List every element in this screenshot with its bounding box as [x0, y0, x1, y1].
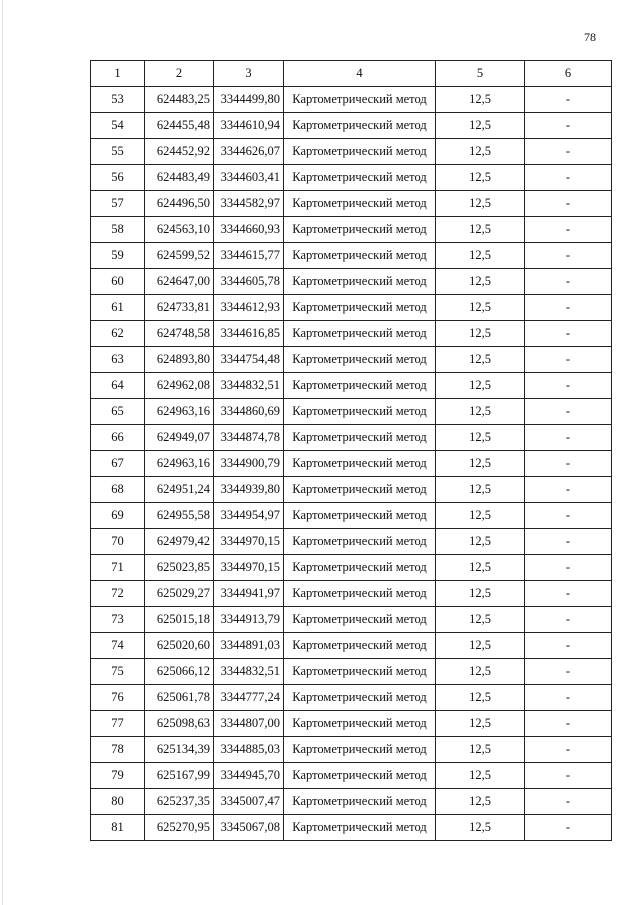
table-row [91, 113, 612, 139]
table-row [91, 373, 612, 399]
note-cell: - [525, 425, 612, 451]
method-cell: Картометрический метод [284, 191, 436, 217]
y-coordinate-cell: 3344970,15 [214, 529, 284, 555]
method-cell: Картометрический метод [284, 789, 436, 815]
y-coordinate-cell: 3344941,97 [214, 581, 284, 607]
method-cell: Картометрический метод [284, 399, 436, 425]
y-coordinate-cell: 3344610,94 [214, 113, 284, 139]
accuracy-cell: 12,5 [436, 191, 525, 217]
header-col-3: 3 [214, 61, 284, 87]
method-cell: Картометрический метод [284, 217, 436, 243]
accuracy-cell: 12,5 [436, 607, 525, 633]
point-number-cell: 71 [91, 555, 145, 581]
x-coordinate-cell: 624496,50 [145, 191, 214, 217]
y-coordinate-cell: 3344612,93 [214, 295, 284, 321]
table-row [91, 87, 612, 113]
method-cell: Картометрический метод [284, 451, 436, 477]
x-coordinate-cell: 625029,27 [145, 581, 214, 607]
x-coordinate-cell: 624748,58 [145, 321, 214, 347]
y-coordinate-cell: 3344939,80 [214, 477, 284, 503]
note-cell: - [525, 113, 612, 139]
method-cell: Картометрический метод [284, 737, 436, 763]
accuracy-cell: 12,5 [436, 789, 525, 815]
y-coordinate-cell: 3345067,08 [214, 815, 284, 841]
point-number-cell: 75 [91, 659, 145, 685]
note-cell: - [525, 269, 612, 295]
header-col-5: 5 [436, 61, 525, 87]
note-cell: - [525, 763, 612, 789]
table-row [91, 243, 612, 269]
table-row [91, 529, 612, 555]
y-coordinate-cell: 3344605,78 [214, 269, 284, 295]
point-number-cell: 57 [91, 191, 145, 217]
method-cell: Картометрический метод [284, 503, 436, 529]
table-row [91, 477, 612, 503]
accuracy-cell: 12,5 [436, 165, 525, 191]
point-number-cell: 74 [91, 633, 145, 659]
table-row [91, 425, 612, 451]
point-number-cell: 79 [91, 763, 145, 789]
table-row [91, 763, 612, 789]
table-row [91, 217, 612, 243]
accuracy-cell: 12,5 [436, 659, 525, 685]
y-coordinate-cell: 3344954,97 [214, 503, 284, 529]
point-number-cell: 55 [91, 139, 145, 165]
method-cell: Картометрический метод [284, 581, 436, 607]
accuracy-cell: 12,5 [436, 685, 525, 711]
y-coordinate-cell: 3344754,48 [214, 347, 284, 373]
method-cell: Картометрический метод [284, 685, 436, 711]
point-number-cell: 72 [91, 581, 145, 607]
y-coordinate-cell: 3344900,79 [214, 451, 284, 477]
x-coordinate-cell: 625167,99 [145, 763, 214, 789]
method-cell: Картометрический метод [284, 555, 436, 581]
method-cell: Картометрический метод [284, 815, 436, 841]
x-coordinate-cell: 625015,18 [145, 607, 214, 633]
accuracy-cell: 12,5 [436, 113, 525, 139]
table-row [91, 555, 612, 581]
note-cell: - [525, 555, 612, 581]
note-cell: - [525, 737, 612, 763]
method-cell: Картометрический метод [284, 295, 436, 321]
table-row [91, 685, 612, 711]
table-row [91, 789, 612, 815]
accuracy-cell: 12,5 [436, 477, 525, 503]
y-coordinate-cell: 3344970,15 [214, 555, 284, 581]
note-cell: - [525, 451, 612, 477]
table-row [91, 607, 612, 633]
note-cell: - [525, 295, 612, 321]
table-row [91, 295, 612, 321]
x-coordinate-cell: 625061,78 [145, 685, 214, 711]
x-coordinate-cell: 624963,16 [145, 399, 214, 425]
point-number-cell: 63 [91, 347, 145, 373]
point-number-cell: 77 [91, 711, 145, 737]
x-coordinate-cell: 624951,24 [145, 477, 214, 503]
note-cell: - [525, 581, 612, 607]
page-number: 78 [584, 30, 596, 44]
x-coordinate-cell: 625134,39 [145, 737, 214, 763]
method-cell: Картометрический метод [284, 113, 436, 139]
x-coordinate-cell: 625020,60 [145, 633, 214, 659]
method-cell: Картометрический метод [284, 321, 436, 347]
table-row [91, 399, 612, 425]
note-cell: - [525, 789, 612, 815]
header-col-4: 4 [284, 61, 436, 87]
point-number-cell: 80 [91, 789, 145, 815]
x-coordinate-cell: 624483,25 [145, 87, 214, 113]
x-coordinate-cell: 624979,42 [145, 529, 214, 555]
table-row [91, 321, 612, 347]
point-number-cell: 69 [91, 503, 145, 529]
point-number-cell: 64 [91, 373, 145, 399]
x-coordinate-cell: 625023,85 [145, 555, 214, 581]
coordinates-table [90, 60, 612, 841]
note-cell: - [525, 503, 612, 529]
x-coordinate-cell: 624563,10 [145, 217, 214, 243]
table-row [91, 347, 612, 373]
note-cell: - [525, 217, 612, 243]
y-coordinate-cell: 3344603,41 [214, 165, 284, 191]
note-cell: - [525, 87, 612, 113]
table-row [91, 503, 612, 529]
header-col-6: 6 [525, 61, 612, 87]
point-number-cell: 60 [91, 269, 145, 295]
table-row [91, 633, 612, 659]
table-header [91, 61, 612, 87]
method-cell: Картометрический метод [284, 347, 436, 373]
y-coordinate-cell: 3344945,70 [214, 763, 284, 789]
point-number-cell: 62 [91, 321, 145, 347]
method-cell: Картометрический метод [284, 139, 436, 165]
y-coordinate-cell: 3344499,80 [214, 87, 284, 113]
note-cell: - [525, 477, 612, 503]
y-coordinate-cell: 3344660,93 [214, 217, 284, 243]
y-coordinate-cell: 3344885,03 [214, 737, 284, 763]
table-row [91, 191, 612, 217]
accuracy-cell: 12,5 [436, 295, 525, 321]
y-coordinate-cell: 3344777,24 [214, 685, 284, 711]
x-coordinate-cell: 624483,49 [145, 165, 214, 191]
point-number-cell: 59 [91, 243, 145, 269]
point-number-cell: 67 [91, 451, 145, 477]
table-row [91, 659, 612, 685]
note-cell: - [525, 685, 612, 711]
point-number-cell: 76 [91, 685, 145, 711]
y-coordinate-cell: 3344807,00 [214, 711, 284, 737]
table-body [91, 87, 612, 841]
accuracy-cell: 12,5 [436, 425, 525, 451]
table-row [91, 815, 612, 841]
x-coordinate-cell: 624647,00 [145, 269, 214, 295]
accuracy-cell: 12,5 [436, 555, 525, 581]
y-coordinate-cell: 3344616,85 [214, 321, 284, 347]
note-cell: - [525, 139, 612, 165]
table-row [91, 737, 612, 763]
table-row [91, 165, 612, 191]
x-coordinate-cell: 625066,12 [145, 659, 214, 685]
note-cell: - [525, 711, 612, 737]
accuracy-cell: 12,5 [436, 217, 525, 243]
x-coordinate-cell: 625237,35 [145, 789, 214, 815]
method-cell: Картометрический метод [284, 373, 436, 399]
scan-edge-line [2, 0, 3, 905]
x-coordinate-cell: 624949,07 [145, 425, 214, 451]
accuracy-cell: 12,5 [436, 451, 525, 477]
method-cell: Картометрический метод [284, 659, 436, 685]
accuracy-cell: 12,5 [436, 87, 525, 113]
accuracy-cell: 12,5 [436, 503, 525, 529]
note-cell: - [525, 165, 612, 191]
accuracy-cell: 12,5 [436, 581, 525, 607]
accuracy-cell: 12,5 [436, 711, 525, 737]
note-cell: - [525, 659, 612, 685]
y-coordinate-cell: 3344626,07 [214, 139, 284, 165]
point-number-cell: 70 [91, 529, 145, 555]
point-number-cell: 61 [91, 295, 145, 321]
table-row [91, 139, 612, 165]
method-cell: Картометрический метод [284, 711, 436, 737]
note-cell: - [525, 529, 612, 555]
header-col-1: 1 [91, 61, 145, 87]
note-cell: - [525, 399, 612, 425]
header-row [91, 61, 612, 87]
x-coordinate-cell: 624893,80 [145, 347, 214, 373]
point-number-cell: 56 [91, 165, 145, 191]
accuracy-cell: 12,5 [436, 529, 525, 555]
header-col-2: 2 [145, 61, 214, 87]
method-cell: Картометрический метод [284, 87, 436, 113]
table-row [91, 581, 612, 607]
method-cell: Картометрический метод [284, 529, 436, 555]
method-cell: Картометрический метод [284, 633, 436, 659]
note-cell: - [525, 243, 612, 269]
x-coordinate-cell: 624452,92 [145, 139, 214, 165]
note-cell: - [525, 607, 612, 633]
note-cell: - [525, 321, 612, 347]
point-number-cell: 78 [91, 737, 145, 763]
accuracy-cell: 12,5 [436, 737, 525, 763]
note-cell: - [525, 191, 612, 217]
table-row [91, 451, 612, 477]
method-cell: Картометрический метод [284, 607, 436, 633]
accuracy-cell: 12,5 [436, 633, 525, 659]
x-coordinate-cell: 625270,95 [145, 815, 214, 841]
note-cell: - [525, 815, 612, 841]
accuracy-cell: 12,5 [436, 373, 525, 399]
note-cell: - [525, 633, 612, 659]
point-number-cell: 54 [91, 113, 145, 139]
accuracy-cell: 12,5 [436, 139, 525, 165]
accuracy-cell: 12,5 [436, 243, 525, 269]
y-coordinate-cell: 3344832,51 [214, 659, 284, 685]
accuracy-cell: 12,5 [436, 321, 525, 347]
x-coordinate-cell: 624955,58 [145, 503, 214, 529]
accuracy-cell: 12,5 [436, 815, 525, 841]
method-cell: Картометрический метод [284, 165, 436, 191]
note-cell: - [525, 347, 612, 373]
note-cell: - [525, 373, 612, 399]
y-coordinate-cell: 3344832,51 [214, 373, 284, 399]
point-number-cell: 68 [91, 477, 145, 503]
y-coordinate-cell: 3344874,78 [214, 425, 284, 451]
method-cell: Картометрический метод [284, 269, 436, 295]
y-coordinate-cell: 3344615,77 [214, 243, 284, 269]
y-coordinate-cell: 3344860,69 [214, 399, 284, 425]
x-coordinate-cell: 624455,48 [145, 113, 214, 139]
y-coordinate-cell: 3344913,79 [214, 607, 284, 633]
y-coordinate-cell: 3344891,03 [214, 633, 284, 659]
accuracy-cell: 12,5 [436, 399, 525, 425]
y-coordinate-cell: 3345007,47 [214, 789, 284, 815]
point-number-cell: 73 [91, 607, 145, 633]
method-cell: Картометрический метод [284, 243, 436, 269]
table-row [91, 269, 612, 295]
accuracy-cell: 12,5 [436, 269, 525, 295]
x-coordinate-cell: 624733,81 [145, 295, 214, 321]
point-number-cell: 65 [91, 399, 145, 425]
table-row [91, 711, 612, 737]
accuracy-cell: 12,5 [436, 347, 525, 373]
x-coordinate-cell: 625098,63 [145, 711, 214, 737]
x-coordinate-cell: 624963,16 [145, 451, 214, 477]
x-coordinate-cell: 624962,08 [145, 373, 214, 399]
method-cell: Картометрический метод [284, 763, 436, 789]
x-coordinate-cell: 624599,52 [145, 243, 214, 269]
point-number-cell: 81 [91, 815, 145, 841]
y-coordinate-cell: 3344582,97 [214, 191, 284, 217]
method-cell: Картометрический метод [284, 477, 436, 503]
point-number-cell: 66 [91, 425, 145, 451]
point-number-cell: 53 [91, 87, 145, 113]
method-cell: Картометрический метод [284, 425, 436, 451]
point-number-cell: 58 [91, 217, 145, 243]
accuracy-cell: 12,5 [436, 763, 525, 789]
